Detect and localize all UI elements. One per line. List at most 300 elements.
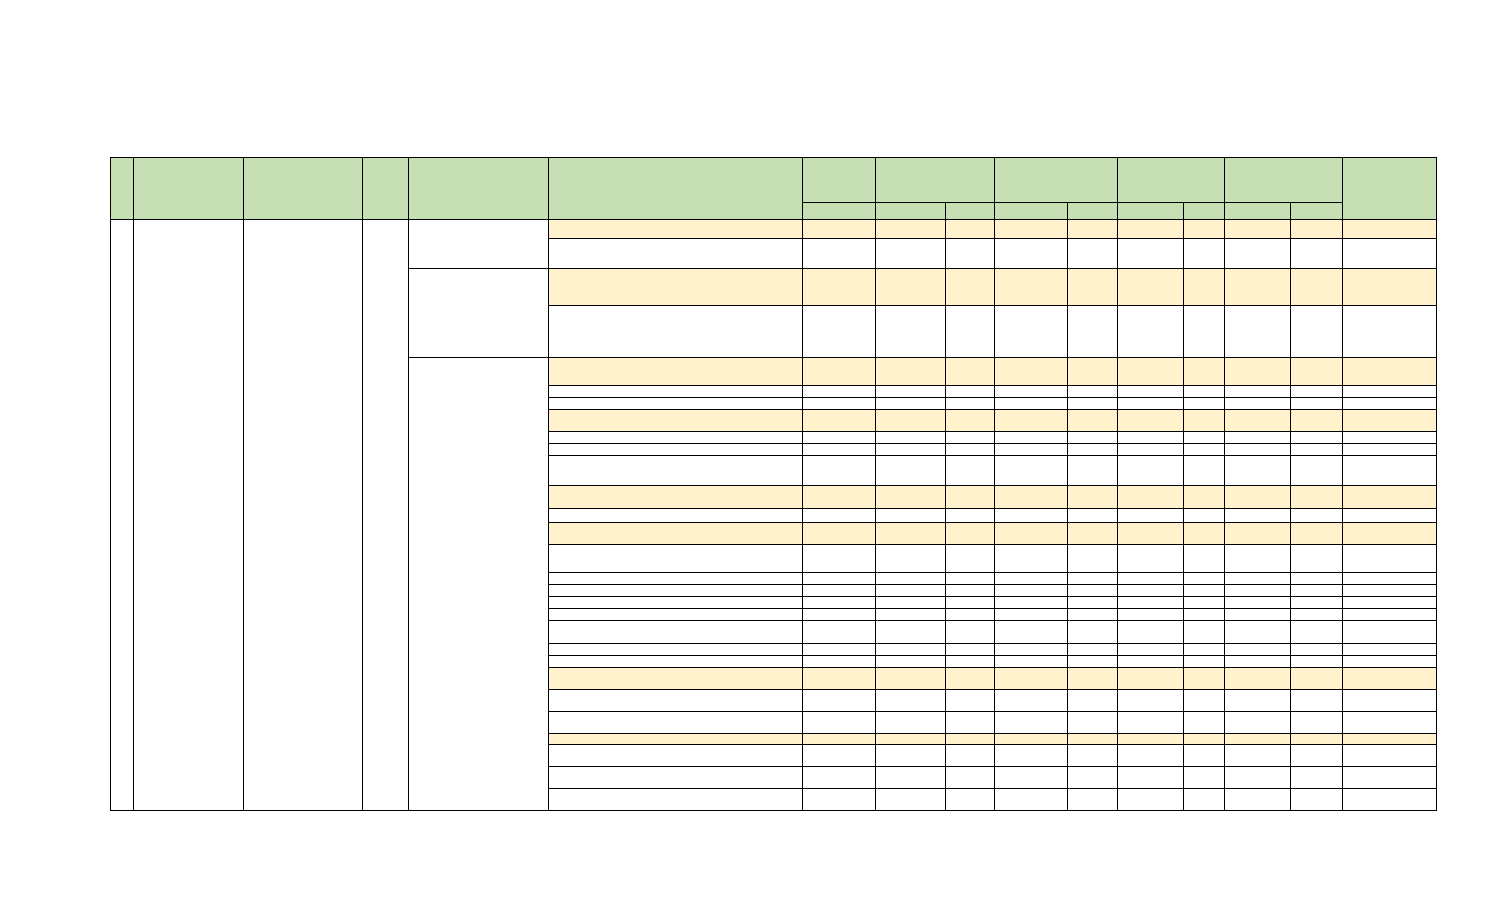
value-p4 — [1291, 306, 1343, 358]
value-p1 — [946, 644, 995, 656]
value-r2 — [995, 523, 1068, 545]
value-p2 — [1068, 656, 1118, 668]
value-p4 — [1291, 545, 1343, 573]
penanggung-jawab-cell — [1343, 398, 1437, 410]
value-r1 — [876, 609, 946, 621]
activity-cell — [549, 734, 803, 745]
value-r3 — [1118, 690, 1184, 712]
value-p2 — [1068, 444, 1118, 456]
value-p1 — [946, 690, 995, 712]
value-r1 — [876, 523, 946, 545]
value-ang — [803, 644, 876, 656]
value-p4 — [1291, 269, 1343, 306]
value-p1 — [946, 269, 995, 306]
col-program — [409, 158, 549, 220]
value-r2 — [995, 668, 1068, 690]
value-r2 — [995, 444, 1068, 456]
value-r4 — [1225, 668, 1291, 690]
value-p1 — [946, 410, 995, 432]
value-p1 — [946, 597, 995, 609]
activity-cell — [549, 545, 803, 573]
value-r4 — [1225, 306, 1291, 358]
value-r4 — [1225, 410, 1291, 432]
activity-cell — [549, 585, 803, 597]
value-ang — [803, 456, 876, 486]
value-r3 — [1118, 444, 1184, 456]
penanggung-jawab-cell — [1343, 690, 1437, 712]
col-tw3-pct — [1184, 203, 1225, 220]
penanggung-jawab-cell — [1343, 456, 1437, 486]
activity-cell — [549, 432, 803, 444]
value-ang — [803, 306, 876, 358]
value-ang — [803, 523, 876, 545]
value-p2 — [1068, 410, 1118, 432]
activity-cell — [549, 358, 803, 386]
value-p2 — [1068, 745, 1118, 767]
value-p2 — [1068, 712, 1118, 734]
value-p2 — [1068, 509, 1118, 523]
value-r4 — [1225, 509, 1291, 523]
value-p4 — [1291, 745, 1343, 767]
value-p4 — [1291, 456, 1343, 486]
value-p1 — [946, 486, 995, 509]
value-p4 — [1291, 573, 1343, 585]
value-p2 — [1068, 486, 1118, 509]
value-p1 — [946, 509, 995, 523]
sasaran-cell — [134, 220, 244, 811]
value-p2 — [1068, 239, 1118, 269]
value-p4 — [1291, 609, 1343, 621]
penanggung-jawab-cell — [1343, 585, 1437, 597]
col-target — [363, 158, 409, 220]
value-r1 — [876, 306, 946, 358]
value-r4 — [1225, 444, 1291, 456]
value-p2 — [1068, 585, 1118, 597]
value-r4 — [1225, 585, 1291, 597]
value-p3 — [1184, 444, 1225, 456]
value-r3 — [1118, 789, 1184, 811]
col-sasaran — [134, 158, 244, 220]
penanggung-jawab-cell — [1343, 745, 1437, 767]
value-p4 — [1291, 585, 1343, 597]
value-ang — [803, 585, 876, 597]
value-p2 — [1068, 386, 1118, 398]
activity-cell — [549, 712, 803, 734]
value-p1 — [946, 523, 995, 545]
value-r2 — [995, 306, 1068, 358]
value-r4 — [1225, 644, 1291, 656]
value-r3 — [1118, 509, 1184, 523]
value-r2 — [995, 597, 1068, 609]
value-p2 — [1068, 306, 1118, 358]
value-p3 — [1184, 386, 1225, 398]
value-p2 — [1068, 609, 1118, 621]
value-ang — [803, 509, 876, 523]
value-p1 — [946, 306, 995, 358]
col-no — [111, 158, 134, 220]
value-p2 — [1068, 358, 1118, 386]
penanggung-jawab-cell — [1343, 668, 1437, 690]
penanggung-jawab-cell — [1343, 386, 1437, 398]
value-ang — [803, 621, 876, 644]
col-tw1-rp — [876, 203, 946, 220]
value-p4 — [1291, 432, 1343, 444]
value-r2 — [995, 398, 1068, 410]
value-r2 — [995, 545, 1068, 573]
value-p1 — [946, 432, 995, 444]
value-p1 — [946, 609, 995, 621]
activity-cell — [549, 644, 803, 656]
value-p4 — [1291, 509, 1343, 523]
value-r3 — [1118, 585, 1184, 597]
value-p2 — [1068, 432, 1118, 444]
value-p2 — [1068, 789, 1118, 811]
value-r1 — [876, 656, 946, 668]
activity-cell — [549, 444, 803, 456]
penanggung-jawab-cell — [1343, 597, 1437, 609]
value-r4 — [1225, 745, 1291, 767]
value-p4 — [1291, 656, 1343, 668]
value-p3 — [1184, 410, 1225, 432]
value-p1 — [946, 444, 995, 456]
activity-cell — [549, 523, 803, 545]
value-p2 — [1068, 734, 1118, 745]
activity-cell — [549, 220, 803, 239]
value-r3 — [1118, 432, 1184, 444]
action-plan-table — [110, 157, 1437, 811]
value-r2 — [995, 358, 1068, 386]
value-r3 — [1118, 306, 1184, 358]
value-p1 — [946, 668, 995, 690]
value-ang — [803, 398, 876, 410]
value-p2 — [1068, 220, 1118, 239]
value-r4 — [1225, 573, 1291, 585]
value-p4 — [1291, 220, 1343, 239]
value-r1 — [876, 269, 946, 306]
col-tw2-rp — [995, 203, 1068, 220]
value-p1 — [946, 767, 995, 789]
value-p4 — [1291, 712, 1343, 734]
value-r4 — [1225, 789, 1291, 811]
activity-cell — [549, 486, 803, 509]
col-tw1-pct — [946, 203, 995, 220]
value-r1 — [876, 585, 946, 597]
value-r1 — [876, 597, 946, 609]
value-p3 — [1184, 306, 1225, 358]
value-p1 — [946, 545, 995, 573]
value-p4 — [1291, 644, 1343, 656]
activity-cell — [549, 386, 803, 398]
target-cell — [363, 220, 409, 811]
value-r2 — [995, 621, 1068, 644]
col-tw4-rp — [1225, 203, 1291, 220]
value-r2 — [995, 220, 1068, 239]
value-p3 — [1184, 545, 1225, 573]
value-r1 — [876, 789, 946, 811]
value-p1 — [946, 656, 995, 668]
table-row — [111, 220, 1437, 239]
value-p3 — [1184, 609, 1225, 621]
value-p1 — [946, 398, 995, 410]
value-r1 — [876, 734, 946, 745]
value-p4 — [1291, 767, 1343, 789]
value-p1 — [946, 585, 995, 597]
value-p3 — [1184, 690, 1225, 712]
value-p3 — [1184, 358, 1225, 386]
value-r1 — [876, 239, 946, 269]
value-r4 — [1225, 609, 1291, 621]
value-p3 — [1184, 621, 1225, 644]
col-anggaran — [803, 158, 876, 203]
value-r1 — [876, 573, 946, 585]
value-ang — [803, 734, 876, 745]
activity-cell — [549, 668, 803, 690]
value-r4 — [1225, 712, 1291, 734]
penanggung-jawab-cell — [1343, 358, 1437, 386]
value-r3 — [1118, 712, 1184, 734]
value-p2 — [1068, 644, 1118, 656]
activity-cell — [549, 398, 803, 410]
value-ang — [803, 712, 876, 734]
value-p3 — [1184, 220, 1225, 239]
activity-cell — [549, 609, 803, 621]
value-p4 — [1291, 690, 1343, 712]
value-r4 — [1225, 656, 1291, 668]
activity-cell — [549, 239, 803, 269]
activity-cell — [549, 621, 803, 644]
value-r3 — [1118, 220, 1184, 239]
value-p2 — [1068, 545, 1118, 573]
value-r4 — [1225, 432, 1291, 444]
value-p4 — [1291, 486, 1343, 509]
value-ang — [803, 358, 876, 386]
value-p1 — [946, 789, 995, 811]
value-r4 — [1225, 239, 1291, 269]
value-ang — [803, 486, 876, 509]
value-r4 — [1225, 690, 1291, 712]
penanggung-jawab-cell — [1343, 621, 1437, 644]
col-triwulan-4 — [1225, 158, 1343, 203]
value-ang — [803, 444, 876, 456]
value-p3 — [1184, 585, 1225, 597]
value-p1 — [946, 745, 995, 767]
value-r2 — [995, 656, 1068, 668]
row-number — [111, 220, 134, 811]
value-r1 — [876, 745, 946, 767]
value-r2 — [995, 644, 1068, 656]
value-p3 — [1184, 432, 1225, 444]
penanggung-jawab-cell — [1343, 444, 1437, 456]
value-r1 — [876, 644, 946, 656]
penanggung-jawab-cell — [1343, 269, 1437, 306]
col-tw3-rp — [1118, 203, 1184, 220]
penanggung-jawab-cell — [1343, 239, 1437, 269]
value-r3 — [1118, 734, 1184, 745]
penanggung-jawab-cell — [1343, 644, 1437, 656]
value-r4 — [1225, 386, 1291, 398]
value-r3 — [1118, 523, 1184, 545]
value-ang — [803, 545, 876, 573]
penanggung-jawab-cell — [1343, 789, 1437, 811]
value-p3 — [1184, 269, 1225, 306]
value-r2 — [995, 789, 1068, 811]
value-p3 — [1184, 656, 1225, 668]
value-r1 — [876, 690, 946, 712]
value-p2 — [1068, 269, 1118, 306]
value-r3 — [1118, 545, 1184, 573]
value-ang — [803, 690, 876, 712]
value-p4 — [1291, 398, 1343, 410]
col-indikator — [244, 158, 363, 220]
value-p2 — [1068, 523, 1118, 545]
value-ang — [803, 767, 876, 789]
value-r3 — [1118, 767, 1184, 789]
value-p3 — [1184, 509, 1225, 523]
activity-cell — [549, 456, 803, 486]
value-p3 — [1184, 398, 1225, 410]
activity-cell — [549, 690, 803, 712]
value-p2 — [1068, 621, 1118, 644]
value-r1 — [876, 545, 946, 573]
value-r4 — [1225, 734, 1291, 745]
program-cell — [409, 220, 549, 269]
value-ang — [803, 745, 876, 767]
value-r3 — [1118, 239, 1184, 269]
value-p4 — [1291, 410, 1343, 432]
penanggung-jawab-cell — [1343, 432, 1437, 444]
value-r3 — [1118, 456, 1184, 486]
value-r4 — [1225, 220, 1291, 239]
value-r3 — [1118, 573, 1184, 585]
col-tw4-pct — [1291, 203, 1343, 220]
penanggung-jawab-cell — [1343, 573, 1437, 585]
value-r1 — [876, 358, 946, 386]
value-p3 — [1184, 486, 1225, 509]
penanggung-jawab-cell — [1343, 609, 1437, 621]
value-p3 — [1184, 456, 1225, 486]
value-r1 — [876, 386, 946, 398]
penanggung-jawab-cell — [1343, 734, 1437, 745]
activity-cell — [549, 656, 803, 668]
value-p3 — [1184, 767, 1225, 789]
value-p1 — [946, 573, 995, 585]
value-r2 — [995, 432, 1068, 444]
value-r1 — [876, 456, 946, 486]
activity-cell — [549, 509, 803, 523]
value-p4 — [1291, 597, 1343, 609]
value-r2 — [995, 410, 1068, 432]
value-r4 — [1225, 269, 1291, 306]
value-ang — [803, 386, 876, 398]
value-ang — [803, 269, 876, 306]
value-r4 — [1225, 621, 1291, 644]
penanggung-jawab-cell — [1343, 486, 1437, 509]
value-p3 — [1184, 789, 1225, 811]
value-p3 — [1184, 668, 1225, 690]
value-p1 — [946, 621, 995, 644]
activity-cell — [549, 410, 803, 432]
activity-cell — [549, 573, 803, 585]
value-ang — [803, 239, 876, 269]
value-p3 — [1184, 712, 1225, 734]
value-r3 — [1118, 486, 1184, 509]
value-p1 — [946, 734, 995, 745]
value-p2 — [1068, 398, 1118, 410]
value-p1 — [946, 220, 995, 239]
value-r3 — [1118, 668, 1184, 690]
value-p2 — [1068, 573, 1118, 585]
value-p2 — [1068, 456, 1118, 486]
value-r2 — [995, 734, 1068, 745]
activity-cell — [549, 597, 803, 609]
value-ang — [803, 597, 876, 609]
value-r3 — [1118, 656, 1184, 668]
value-p1 — [946, 239, 995, 269]
value-r3 — [1118, 597, 1184, 609]
value-r4 — [1225, 486, 1291, 509]
value-ang — [803, 410, 876, 432]
activity-cell — [549, 745, 803, 767]
col-triwulan-2 — [995, 158, 1118, 203]
value-p3 — [1184, 644, 1225, 656]
value-r2 — [995, 767, 1068, 789]
col-anggaran-sub — [803, 203, 876, 220]
value-r2 — [995, 573, 1068, 585]
value-r2 — [995, 456, 1068, 486]
value-r4 — [1225, 358, 1291, 386]
value-ang — [803, 432, 876, 444]
col-triwulan-3 — [1118, 158, 1225, 203]
value-ang — [803, 573, 876, 585]
value-r2 — [995, 269, 1068, 306]
penanggung-jawab-cell — [1343, 509, 1437, 523]
value-p4 — [1291, 621, 1343, 644]
value-r4 — [1225, 767, 1291, 789]
value-p2 — [1068, 767, 1118, 789]
value-r3 — [1118, 745, 1184, 767]
value-r1 — [876, 621, 946, 644]
value-p4 — [1291, 734, 1343, 745]
value-p3 — [1184, 597, 1225, 609]
program-cell — [409, 269, 549, 358]
value-r1 — [876, 220, 946, 239]
activity-cell — [549, 306, 803, 358]
value-p4 — [1291, 358, 1343, 386]
value-r1 — [876, 398, 946, 410]
col-tw2-pct — [1068, 203, 1118, 220]
penanggung-jawab-cell — [1343, 410, 1437, 432]
value-p4 — [1291, 523, 1343, 545]
penanggung-jawab-cell — [1343, 523, 1437, 545]
penanggung-jawab-cell — [1343, 545, 1437, 573]
value-ang — [803, 656, 876, 668]
value-r2 — [995, 712, 1068, 734]
value-r3 — [1118, 398, 1184, 410]
col-penanggung-jawab — [1343, 158, 1437, 220]
value-r1 — [876, 767, 946, 789]
value-r2 — [995, 509, 1068, 523]
value-p2 — [1068, 597, 1118, 609]
value-p1 — [946, 358, 995, 386]
value-p2 — [1068, 690, 1118, 712]
value-r4 — [1225, 545, 1291, 573]
value-r2 — [995, 690, 1068, 712]
value-p3 — [1184, 239, 1225, 269]
penanggung-jawab-cell — [1343, 306, 1437, 358]
value-p4 — [1291, 444, 1343, 456]
indikator-cell — [244, 220, 363, 811]
value-r2 — [995, 386, 1068, 398]
